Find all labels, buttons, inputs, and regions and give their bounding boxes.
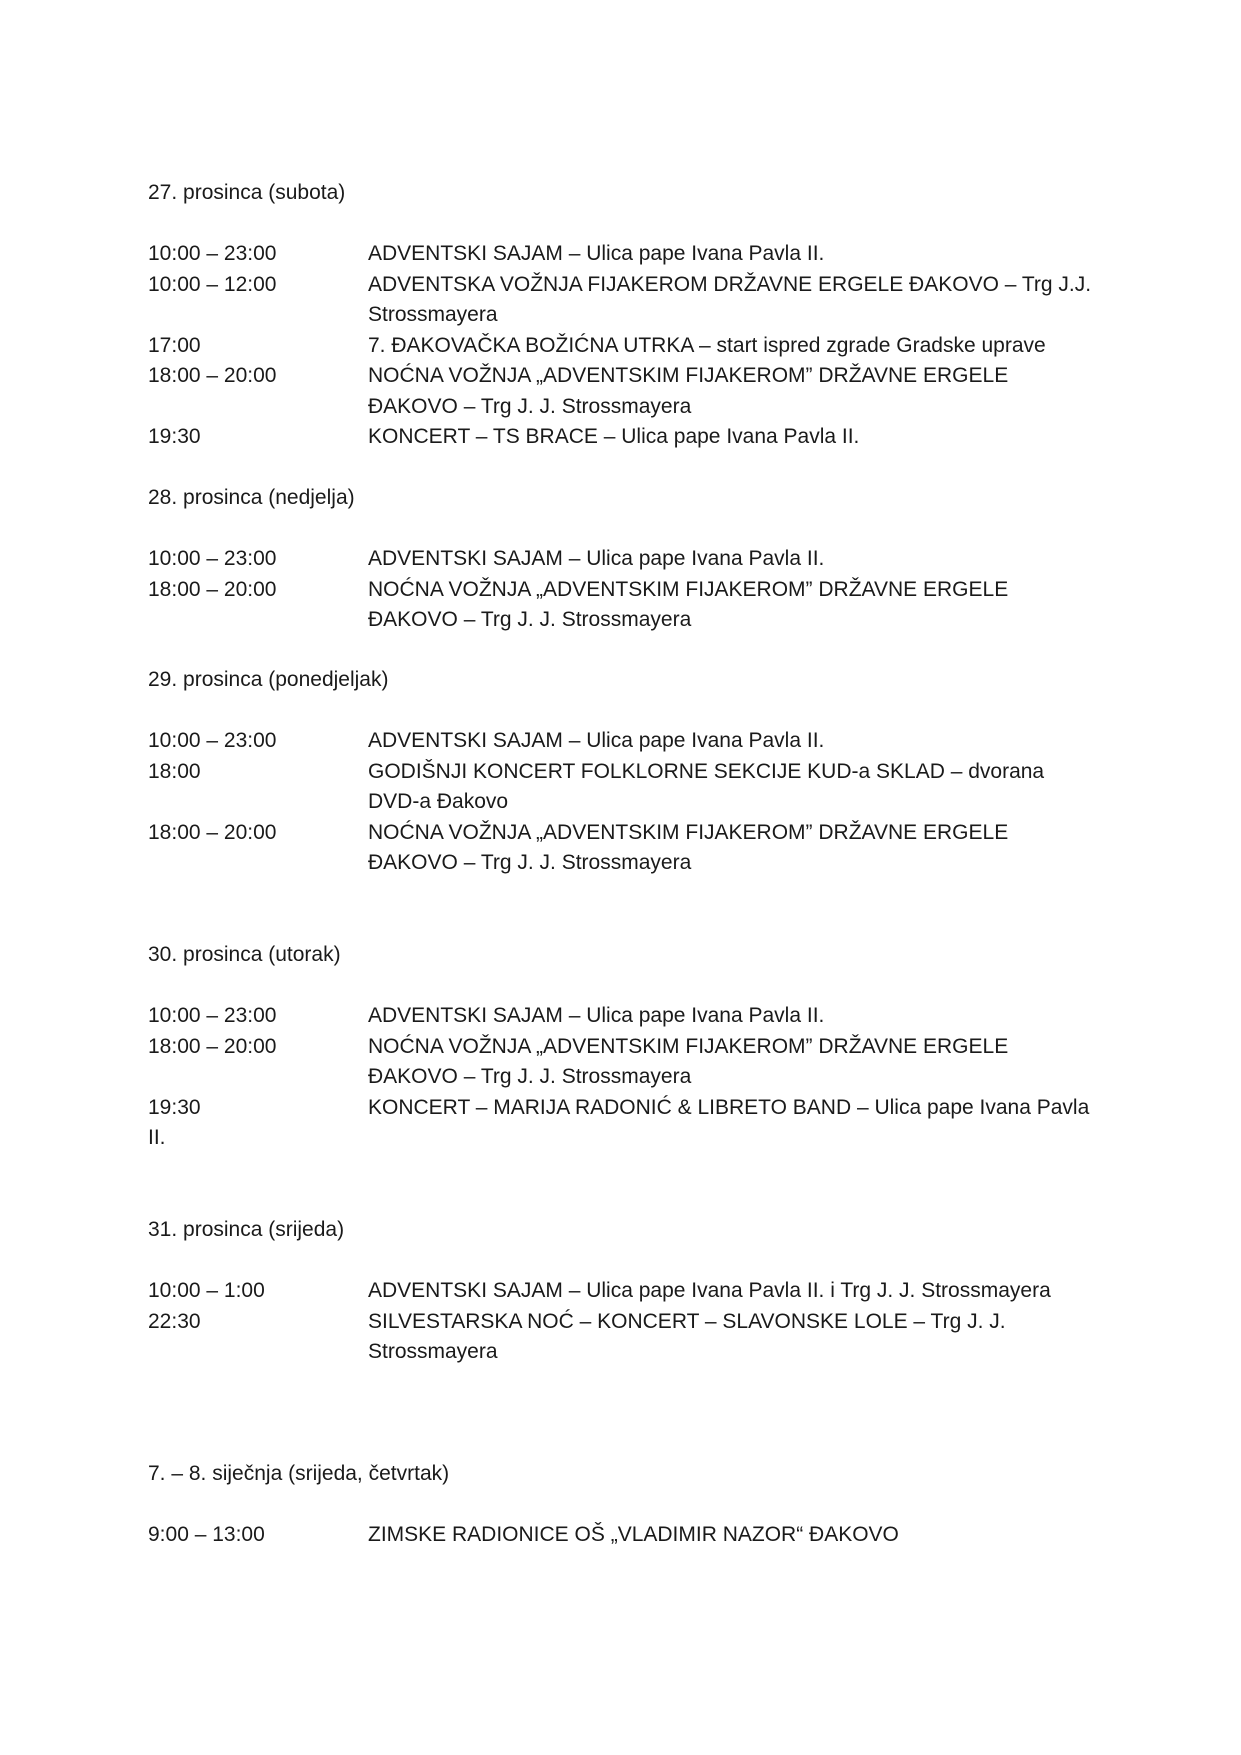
- event-time: 19:30: [148, 1095, 201, 1119]
- event-time: 18:00 – 20:00: [148, 820, 277, 844]
- event-description: NOĆNA VOŽNJA „ADVENTSKIM FIJAKEROM” DRŽAVNE ERGELE ĐAKOVO – Trg J. J. Strossmayera: [368, 364, 1009, 418]
- event-row: [148, 422, 1098, 453]
- event-description: ADVENTSKI SAJAM – Ulica pape Ivana Pavla II.: [368, 547, 825, 570]
- event-time: 10:00 – 12:00: [148, 272, 277, 296]
- event-time: 18:00 – 20:00: [148, 364, 277, 387]
- event-row: [148, 361, 1098, 422]
- day-heading: 30. prosinca (utorak): [148, 943, 341, 966]
- event-time: 10:00 – 23:00: [148, 1004, 277, 1027]
- event-row: [148, 239, 1098, 270]
- event-time: 18:00 – 20:00: [148, 577, 277, 601]
- event-row: [148, 818, 1098, 879]
- event-row: [148, 575, 1098, 636]
- event-time: 22:30: [148, 1309, 201, 1333]
- event-list: [148, 1001, 1098, 1154]
- event-time: 10:00 – 23:00: [148, 729, 277, 752]
- event-description: KONCERT – TS BRACE – Ulica pape Ivana Pavla II.: [368, 425, 860, 448]
- event-time: 18:00 – 20:00: [148, 1034, 277, 1058]
- event-row: [148, 544, 1098, 575]
- event-description: ADVENTSKI SAJAM – Ulica pape Ivana Pavla II.: [368, 242, 825, 265]
- event-description: SILVESTARSKA NOĆ – KONCERT – SLAVONSKE LOLE – Trg J. J. Strossmayera: [368, 1309, 1006, 1363]
- day-section: [148, 665, 1098, 879]
- event-description: ADVENTSKI SAJAM – Ulica pape Ivana Pavla II. i Trg J. J. Strossmayera: [368, 1279, 1051, 1302]
- event-list: [148, 1276, 1098, 1368]
- day-section: [148, 178, 1098, 453]
- day-heading: 28. prosinca (nedjelja): [148, 486, 355, 509]
- event-row: [148, 270, 1098, 331]
- event-list: [148, 726, 1098, 879]
- event-list: [148, 544, 1098, 636]
- event-description: NOĆNA VOŽNJA „ADVENTSKIM FIJAKEROM” DRŽAVNE ERGELE ĐAKOVO – Trg J. J. Strossmayera: [368, 820, 1009, 874]
- event-row: [148, 1093, 1098, 1154]
- event-row: [148, 757, 1098, 818]
- event-row: [148, 1276, 1098, 1307]
- day-heading: 27. prosinca (subota): [148, 181, 346, 204]
- event-row: [148, 1307, 1098, 1368]
- event-description: ADVENTSKI SAJAM – Ulica pape Ivana Pavla II.: [368, 1004, 825, 1027]
- day-section: [148, 483, 1098, 636]
- event-time: 10:00 – 1:00: [148, 1279, 265, 1302]
- event-row: [148, 331, 1098, 362]
- event-time: 10:00 – 23:00: [148, 242, 277, 265]
- day-section: [148, 1215, 1098, 1368]
- event-time: 17:00: [148, 333, 201, 357]
- event-time: 18:00: [148, 759, 201, 783]
- event-time: 19:30: [148, 425, 201, 448]
- event-time: 10:00 – 23:00: [148, 547, 277, 570]
- event-row: [148, 1520, 1098, 1551]
- event-row: [148, 1001, 1098, 1032]
- event-description: GODIŠNJI KONCERT FOLKLORNE SEKCIJE KUD-a SKLAD – dvorana DVD-a Đakovo: [368, 759, 1045, 813]
- day-section: [148, 1459, 1098, 1551]
- event-list: [148, 1520, 1098, 1551]
- event-time: 9:00 – 13:00: [148, 1523, 265, 1546]
- event-description: ADVENTSKA VOŽNJA FIJAKEROM DRŽAVNE ERGELE ĐAKOVO – Trg J.J. Strossmayera: [368, 272, 1092, 326]
- event-row: [148, 1032, 1098, 1093]
- event-description: ADVENTSKI SAJAM – Ulica pape Ivana Pavla II.: [368, 729, 825, 752]
- event-description: 7. ĐAKOVAČKA BOŽIĆNA UTRKA – start ispred zgrade Gradske uprave: [368, 333, 1046, 357]
- event-description: NOĆNA VOŽNJA „ADVENTSKIM FIJAKEROM” DRŽAVNE ERGELE ĐAKOVO – Trg J. J. Strossmayera: [368, 577, 1009, 631]
- event-description: KONCERT – MARIJA RADONIĆ & LIBRETO BAND – Ulica pape Ivana Pavla II.: [148, 1095, 1090, 1149]
- day-heading: 29. prosinca (ponedjeljak): [148, 668, 389, 691]
- day-heading: 31. prosinca (srijeda): [148, 1218, 345, 1241]
- event-list: [148, 239, 1098, 453]
- day-heading: 7. – 8. siječnja (srijeda, četvrtak): [148, 1462, 450, 1485]
- day-section: [148, 940, 1098, 1154]
- event-row: [148, 726, 1098, 757]
- event-description: NOĆNA VOŽNJA „ADVENTSKIM FIJAKEROM” DRŽAVNE ERGELE ĐAKOVO – Trg J. J. Strossmayera: [368, 1034, 1009, 1088]
- event-description: ZIMSKE RADIONICE OŠ „VLADIMIR NAZOR“ ĐAKOVO: [368, 1523, 899, 1546]
